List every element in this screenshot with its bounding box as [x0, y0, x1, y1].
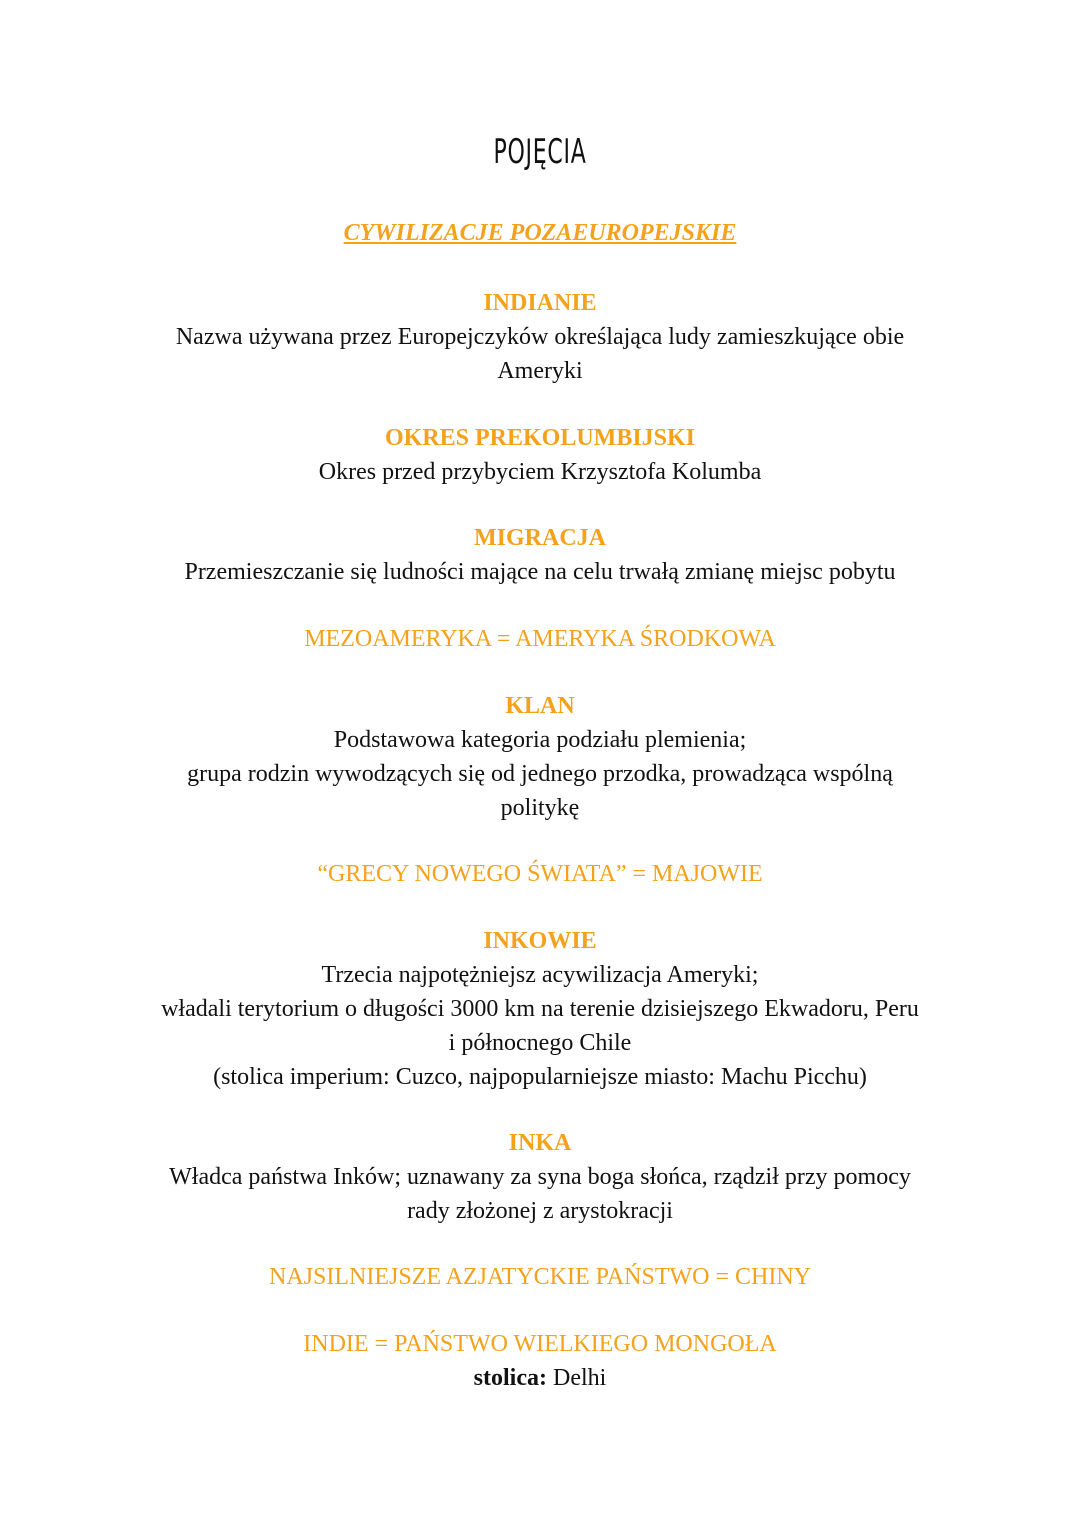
capital-line [0, 1361, 1080, 1395]
term-heading: INKA [508, 1130, 572, 1156]
definition-line: politykę [500, 795, 580, 821]
definition-line: i północnego Chile [448, 1030, 632, 1056]
entry-okres-prekolumbijski [0, 421, 1080, 489]
term-definition [0, 1160, 1080, 1228]
entry-chiny [0, 1260, 1080, 1294]
entry-inka [0, 1126, 1080, 1228]
equation-line: MEZOAMERYKA = AMERYKA ŚRODKOWA [304, 626, 776, 652]
definition-line: Okres przed przybyciem Krzysztofa Kolumba [318, 459, 762, 485]
definition-line: Trzecia najpotężniejsz acywilizacja Ameryki; [321, 962, 759, 988]
term-heading: KLAN [505, 693, 575, 719]
definition-line: grupa rodzin wywodzących się od jednego przodka, prowadząca wspólną [187, 761, 893, 787]
entry-klan [0, 689, 1080, 825]
definition-line: Ameryki [497, 358, 583, 384]
section-subtitle: CYWILIZACJE POZAEUROPEJSKIE [343, 220, 737, 246]
equation-line: “GRECY NOWEGO ŚWIATA” = MAJOWIE [317, 861, 763, 887]
definition-line: władali terytorium o długości 3000 km na terenie dzisiejszego Ekwadoru, Peru [161, 996, 919, 1022]
definition-line: Podstawowa kategoria podziału plemienia; [333, 727, 747, 753]
term-definition [0, 320, 1080, 388]
definition-line: rady złożonej z arystokracji [407, 1198, 673, 1224]
equation-line: NAJSILNIEJSZE AZJATYCKIE PAŃSTWO = CHINY [269, 1264, 811, 1290]
capital-label: stolica: [473, 1365, 547, 1391]
entry-mezoameryka [0, 622, 1080, 656]
term-definition [0, 723, 1080, 825]
page-title: POJĘCIA [493, 132, 587, 172]
entry-indie [0, 1327, 1080, 1395]
definition-line: Władca państwa Inków; uznawany za syna boga słońca, rządził przy pomocy [169, 1164, 911, 1190]
term-definition [0, 555, 1080, 589]
capital-value: Delhi [546, 1365, 607, 1391]
term-heading: OKRES PREKOLUMBIJSKI [384, 425, 696, 451]
definition-line: Przemieszczanie się ludności mające na celu trwałą zmianę miejsc pobytu [184, 559, 896, 585]
term-heading: INDIANIE [483, 290, 597, 316]
term-heading: INKOWIE [483, 928, 597, 954]
term-definition [0, 455, 1080, 489]
entry-inkowie [0, 924, 1080, 1094]
definition-line: (stolica imperium: Cuzco, najpopularniejsze miasto: Machu Picchu) [213, 1064, 867, 1090]
entry-migracja [0, 521, 1080, 589]
term-definition [0, 958, 1080, 1094]
definition-line: Nazwa używana przez Europejczyków określająca ludy zamieszkujące obie [175, 324, 905, 350]
entry-indianie [0, 286, 1080, 388]
term-heading: MIGRACJA [474, 525, 606, 551]
equation-line: INDIE = PAŃSTWO WIELKIEGO MONGOŁA [303, 1331, 777, 1357]
entry-grecy-nowego-swiata [0, 857, 1080, 891]
